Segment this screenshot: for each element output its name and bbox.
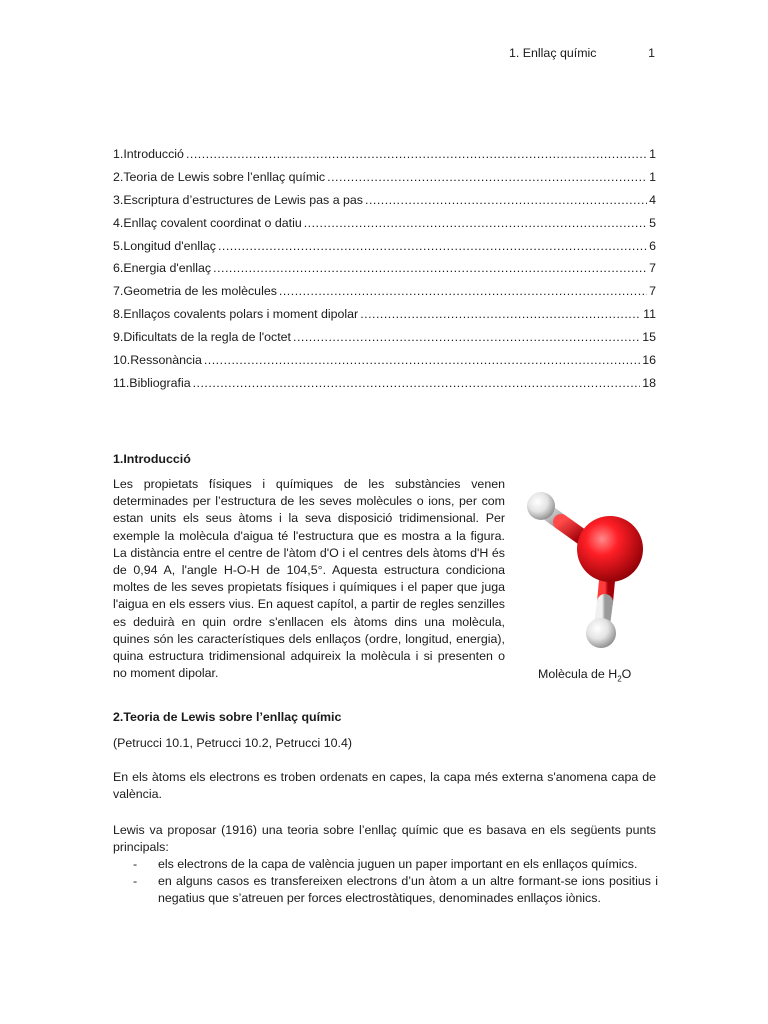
table-of-contents xyxy=(113,147,656,399)
toc-page: 11 xyxy=(643,307,656,322)
water-molecule-figure xyxy=(520,485,660,665)
intro-paragraph: Les propietats físiques i químiques de les substàncies venen determinades per l’estructura de les seves molècules o ions, per com estan units els seus àtoms i la seva disposició tridimensional. Per exemple la molècula d'aigua té l'estructura que es mostra a la figura. La distància entre el centre de l'àtom d'O i el centres dels àtoms d'H és de 0,94 A, l'angle H-O-H de 104,5°. Aquesta estructura condiciona moltes de les seves propietats físiques i químiques i el paper que juga l'aigua en els essers vius. En aquest capítol, a partir de regles senzilles es deduirà en quin ordre s'enllacen els àtoms dins una molècula, quines són les característiques dels enllaços (ordre, longitud, energia), quina estructura tridimensional adquireix la molècula i si presenten o no moment dipolar. xyxy=(113,477,505,681)
toc-label: 4.Enllaç covalent coordinat o datiu xyxy=(113,215,302,230)
oxygen-atom xyxy=(577,516,643,582)
hydrogen-atom-lower xyxy=(586,618,616,648)
lewis-paragraph: Lewis va proposar (1916) una teoria sobre l’enllaç químic que es basava en els següents punts principals: xyxy=(113,823,656,855)
toc-page: 16 xyxy=(642,353,656,368)
toc-leader xyxy=(186,147,647,161)
bond-upper-oxygen xyxy=(561,522,582,537)
caption-text-end: O xyxy=(621,667,632,681)
toc-label: 5.Longitud d'enllaç xyxy=(113,238,216,253)
toc-entry[interactable] xyxy=(113,307,656,330)
toc-leader xyxy=(213,261,647,275)
toc-label: 11.Bibliografia xyxy=(113,375,191,390)
toc-leader xyxy=(365,193,647,207)
hydrogen-atom-upper xyxy=(527,492,555,520)
toc-page: 7 xyxy=(649,261,656,276)
toc-page: 5 xyxy=(649,215,656,230)
bullet-dash: - xyxy=(133,874,138,889)
toc-entry[interactable] xyxy=(113,239,656,262)
toc-leader xyxy=(218,239,647,253)
toc-page: 18 xyxy=(642,375,656,390)
list-item-text: en alguns casos es transfereixen electrons d’un àtom a un altre formant-se ions positius i negatius que s’atreuen per forces electrostàtiques, denominades enllaços iònics. xyxy=(158,874,658,906)
toc-leader xyxy=(279,284,647,298)
toc-entry[interactable] xyxy=(113,170,656,193)
header-page-number: 1 xyxy=(648,46,655,60)
list-item-text: els electrons de la capa de valència juguen un paper important en els enllaços químics. xyxy=(158,857,638,871)
toc-label: 10.Ressonància xyxy=(113,353,202,368)
toc-entry[interactable] xyxy=(113,376,656,399)
toc-entry[interactable] xyxy=(113,216,656,239)
header-title: 1. Enllaç químic xyxy=(509,46,597,60)
toc-entry[interactable] xyxy=(113,261,656,284)
list-item xyxy=(113,873,658,907)
toc-entry[interactable] xyxy=(113,193,656,216)
toc-label: 9.Dificultats de la regla de l'octet xyxy=(113,330,291,345)
toc-entry[interactable] xyxy=(113,353,656,376)
toc-page: 7 xyxy=(649,284,656,299)
toc-entry[interactable] xyxy=(113,147,656,170)
toc-leader xyxy=(193,376,641,390)
toc-leader xyxy=(204,353,640,367)
bullet-dash: - xyxy=(133,857,138,871)
toc-leader xyxy=(360,307,641,321)
toc-page: 4 xyxy=(649,192,656,207)
toc-page: 15 xyxy=(642,330,656,345)
toc-leader xyxy=(293,330,640,344)
toc-label: 2.Teoria de Lewis sobre l’enllaç químic xyxy=(113,169,326,184)
toc-label: 1.Introducció xyxy=(113,147,184,161)
page-header xyxy=(509,46,659,64)
water-molecule-image xyxy=(520,485,660,665)
caption-text: Molècula de H xyxy=(538,667,618,681)
list-item xyxy=(113,856,658,873)
lewis-points-list xyxy=(113,856,658,908)
toc-leader xyxy=(327,170,647,184)
section-heading-introduccio: 1.Introducció xyxy=(113,452,191,466)
section-heading-lewis: 2.Teoria de Lewis sobre l’enllaç químic xyxy=(113,710,342,724)
toc-label: 7.Geometria de les molècules xyxy=(113,284,277,299)
toc-page: 1 xyxy=(649,169,656,184)
toc-entry[interactable] xyxy=(113,284,656,307)
toc-label: 3.Escriptura d’estructures de Lewis pas a pas xyxy=(113,192,364,207)
toc-page: 6 xyxy=(649,238,656,253)
toc-page: 1 xyxy=(649,147,656,161)
toc-label: 6.Energia d'enllaç xyxy=(113,261,212,276)
toc-leader xyxy=(304,216,647,230)
valence-paragraph: En els àtoms els electrons es troben ordenats en capes, la capa més externa s'anomena capa de valència. xyxy=(113,770,656,802)
figure-caption xyxy=(538,667,631,683)
references-line: (Petrucci 10.1, Petrucci 10.2, Petrucci 10.4) xyxy=(113,736,352,750)
toc-entry[interactable] xyxy=(113,330,656,353)
caption-subscript: 2 xyxy=(617,674,622,684)
toc-label: 8.Enllaços covalents polars i moment dipolar xyxy=(113,307,359,322)
